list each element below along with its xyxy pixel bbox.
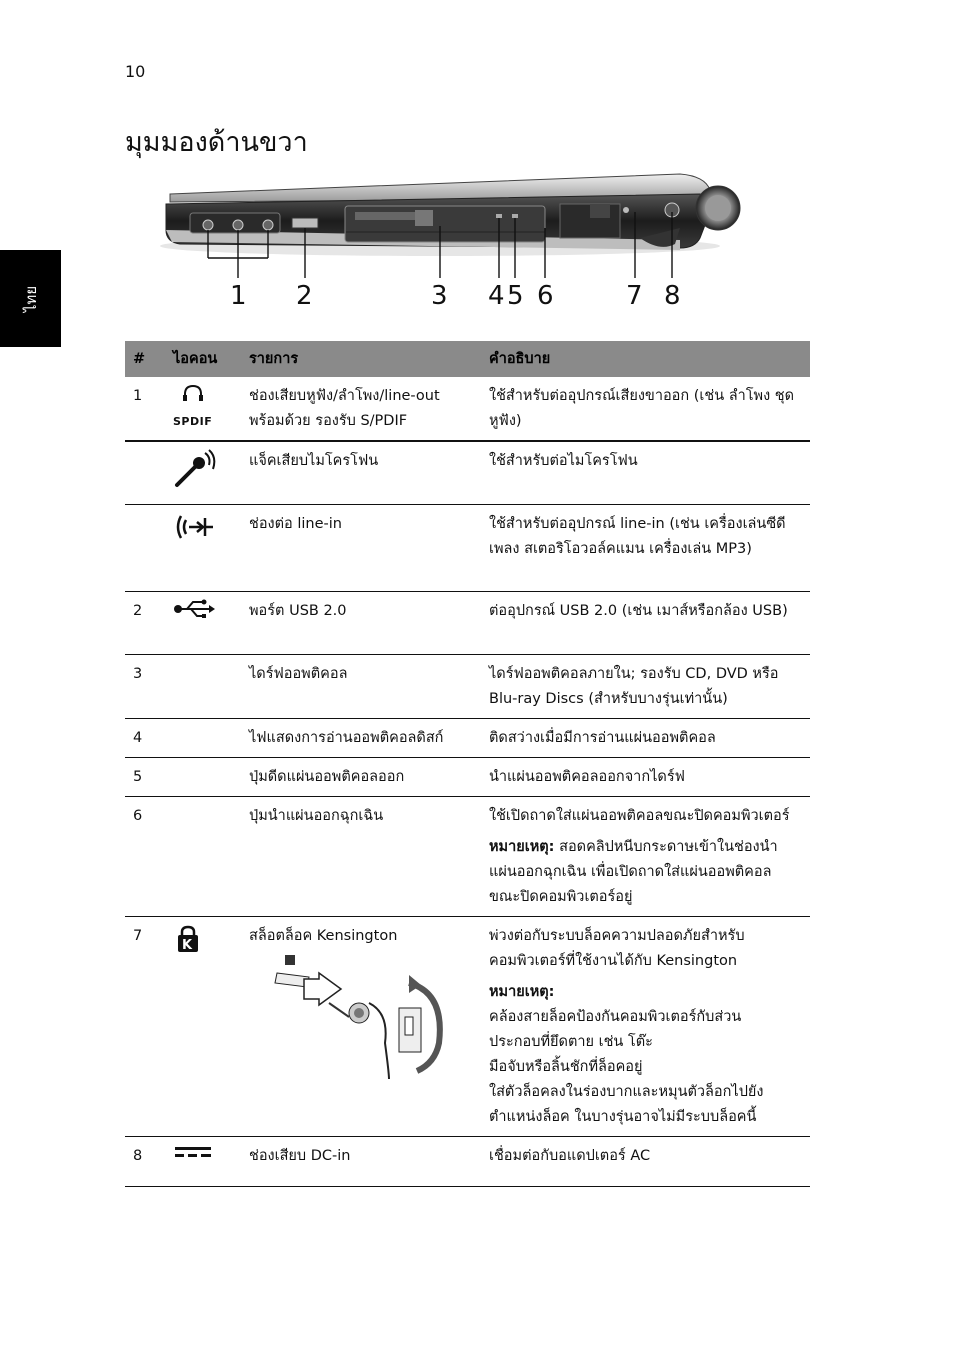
row-num: 4 xyxy=(125,719,165,758)
row-desc: พ่วงต่อกับระบบล็อคความปลอดภัยสำหรับคอมพิวเตอร์ที่ใช้งานได้กับ Kensington xyxy=(489,928,745,969)
callout-4: 4 xyxy=(488,281,505,311)
usb-icon xyxy=(173,599,219,635)
header-num: # xyxy=(125,341,165,377)
row-desc: ไดร์ฟออพติคอลภายใน; รองรับ CD, DVD หรือ Blu-ray Discs (สำหรับบางรุ่นเท่านั้น) xyxy=(481,655,810,719)
row-item: ปุ่มดีดแผ่นออพติคอลออก xyxy=(241,758,481,797)
table-row xyxy=(125,719,810,758)
callout-3: 3 xyxy=(431,281,448,311)
row-num: 5 xyxy=(125,758,165,797)
row-item: ไดร์ฟออพติคอล xyxy=(241,655,481,719)
note-text: สอดคลิปหนีบกระดาษเข้าในช่องนำแผ่นออกฉุกเฉิน เพื่อเปิดถาดใส่แผ่นออพติคอลขณะปิดคอมพิวเตอร์อยู่ xyxy=(489,839,778,905)
row-desc: นำแผ่นออพติคอลออกจากไดร์ฟ xyxy=(481,758,810,797)
row-desc: ติดสว่างเมื่อมีการอ่านแผ่นออพติคอล xyxy=(481,719,810,758)
table-row xyxy=(125,797,810,917)
table-row xyxy=(125,1137,810,1187)
table-row xyxy=(125,505,810,592)
header-item: รายการ xyxy=(241,341,481,377)
callout-2: 2 xyxy=(296,281,313,311)
spdif-label: SPDIF xyxy=(173,415,213,428)
row-item: แจ็คเสียบไมโครโฟน xyxy=(241,441,481,505)
callout-6: 6 xyxy=(537,281,554,311)
microphone-icon xyxy=(173,449,219,485)
callout-7: 7 xyxy=(626,281,643,311)
callout-8: 8 xyxy=(664,281,681,311)
note-line: คล้องสายล็อคป้องกันคอมพิวเตอร์กับส่วน xyxy=(489,1009,742,1025)
headphone-spdif-icon xyxy=(173,384,219,428)
table-row xyxy=(125,655,810,719)
row-note xyxy=(489,980,802,1130)
row-num: 3 xyxy=(125,655,165,719)
header-icon: ไอคอน xyxy=(165,341,241,377)
table-row xyxy=(125,758,810,797)
section-title: มุมมองด้านขวา xyxy=(125,127,308,158)
note-line: ใส่ตัวล็อคลงในร่องบากและหมุนตัวล็อกไปยังตำแหน่งล็อค ในบางรุ่นอาจไม่มีระบบล็อคนี้ xyxy=(489,1084,764,1125)
row-num: 1 xyxy=(125,377,165,441)
row-desc: ใช้สำหรับต่อไมโครโฟน xyxy=(481,441,810,505)
callout-5: 5 xyxy=(507,281,524,311)
row-desc: ใช้สำหรับต่ออุปกรณ์เสียงขาออก (เช่น ลำโพง ชุดหูฟัง) xyxy=(481,377,810,441)
note-label: หมายเหตุ: xyxy=(489,839,555,855)
table-row xyxy=(125,592,810,655)
row-num: 7 xyxy=(125,917,165,1137)
table-row xyxy=(125,917,810,1137)
row-desc: ต่ออุปกรณ์ USB 2.0 (เช่น เมาส์หรือกล้อง USB) xyxy=(481,592,810,655)
note-line: มือจับหรือลิ้นชักที่ล็อคอยู่ xyxy=(489,1059,643,1075)
row-item: ปุ่มนำแผ่นออกฉุกเฉิน xyxy=(241,797,481,917)
header-desc: คำอธิบาย xyxy=(481,341,810,377)
table-header-row xyxy=(125,341,810,377)
row-desc: ใช้เปิดถาดใส่แผ่นออพติคอลขณะปิดคอมพิวเตอร์ xyxy=(489,808,790,824)
svg-text:K: K xyxy=(182,938,193,953)
line-in-icon xyxy=(173,512,219,548)
row-num: 2 xyxy=(125,592,165,655)
ports-table xyxy=(125,341,810,1187)
table-row xyxy=(125,441,810,505)
dc-in-icon xyxy=(173,1144,219,1180)
row-num: 6 xyxy=(125,797,165,917)
laptop-right-side-illustration xyxy=(160,168,750,318)
row-note xyxy=(489,835,802,910)
row-desc: เชื่อมต่อกับอแดปเตอร์ AC xyxy=(481,1137,810,1187)
row-item: สล็อตล็อค Kensington xyxy=(249,928,398,944)
kensington-lock-illustration xyxy=(249,953,449,1083)
page-number: 10 xyxy=(125,62,146,81)
row-num xyxy=(125,441,165,505)
language-side-tab-label: ไทย xyxy=(21,285,40,312)
row-item: ช่องต่อ line-in xyxy=(241,505,481,592)
row-desc: ใช้สำหรับต่ออุปกรณ์ line-in (เช่น เครื่องเล่นซีดีเพลง สเตอริโอวอล์คแมน เครื่องเล่น MP3) xyxy=(481,505,810,592)
note-label: หมายเหตุ: xyxy=(489,984,555,1000)
row-num: 8 xyxy=(125,1137,165,1187)
language-side-tab xyxy=(0,250,61,347)
note-line: ประกอบที่ยึดตาย เช่น โต๊ะ xyxy=(489,1034,653,1050)
kensington-lock-icon xyxy=(173,924,219,960)
row-num xyxy=(125,505,165,592)
row-item: พอร์ต USB 2.0 xyxy=(241,592,481,655)
table-row xyxy=(125,377,810,441)
row-item: ไฟแสดงการอ่านออพติคอลดิสก์ xyxy=(241,719,481,758)
row-item: ช่องเสียบหูฟัง/ลำโพง/line-out พร้อมด้วย รองรับ S/PDIF xyxy=(241,377,481,441)
row-item: ช่องเสียบ DC-in xyxy=(241,1137,481,1187)
callout-1: 1 xyxy=(230,281,247,311)
